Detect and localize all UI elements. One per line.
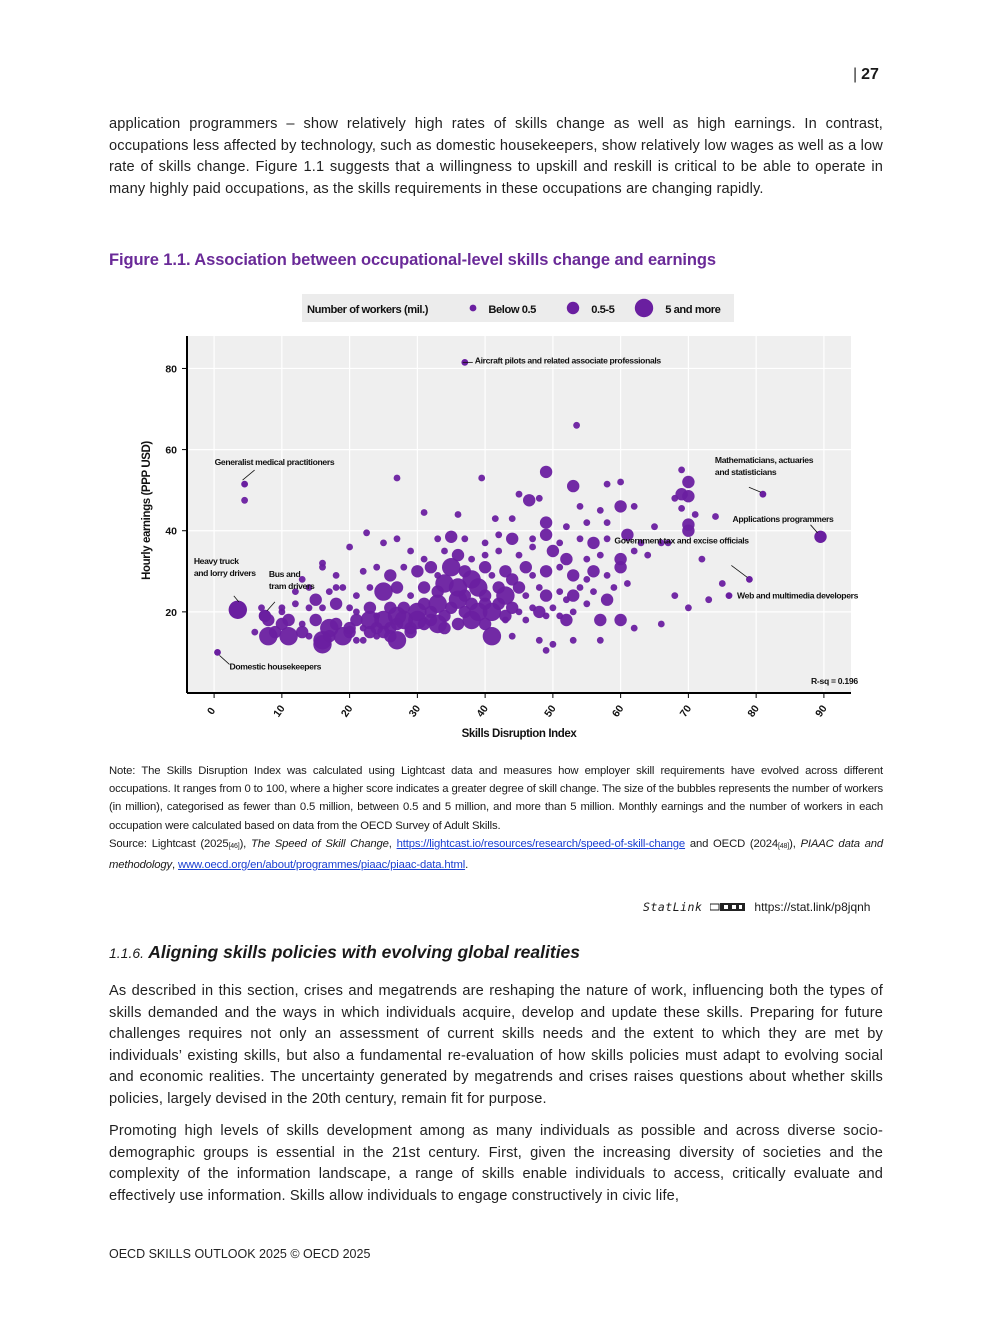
- data-point: [438, 622, 450, 634]
- data-point: [388, 631, 406, 649]
- data-point: [567, 480, 579, 492]
- data-point: [425, 561, 437, 573]
- legend-marker-large: [635, 299, 653, 317]
- data-point: [550, 641, 557, 648]
- point-label: Generalist medical practitioners: [214, 457, 335, 468]
- data-point: [540, 565, 552, 577]
- data-point: [560, 614, 572, 626]
- data-point: [682, 490, 694, 502]
- data-point: [651, 523, 658, 530]
- data-point: [391, 581, 403, 593]
- scatter-chart: [109, 288, 869, 748]
- data-point: [363, 529, 370, 536]
- statlink-logo: StatLink: [643, 900, 703, 914]
- x-tick-label: 10: [271, 703, 288, 720]
- data-point: [631, 625, 638, 632]
- data-point: [306, 633, 313, 640]
- data-point: [330, 598, 342, 610]
- x-tick-label: 20: [338, 703, 356, 720]
- x-tick-label: 70: [677, 703, 695, 720]
- data-point-labeled: [241, 481, 248, 488]
- data-point: [407, 548, 414, 555]
- data-point: [509, 633, 516, 640]
- source-title-1: The Speed of Skill Change: [250, 837, 389, 850]
- intro-paragraph: application programmers – show relatively high rates of skills change as well as high earnings. In contrast, occupations less affected by technology, such as domestic housekeepers, show relatively low wages as well as a low rate of skills change. Figure 1.1 suggests that a willingness to upskill and reskill is critical to be able to operate in many highly paid occupations, as the skills requirements in these occupations are changing rapidly.: [109, 116, 883, 197]
- data-point: [404, 626, 416, 638]
- data-point: [597, 637, 604, 644]
- data-point: [445, 531, 457, 543]
- x-axis-label: Skills Disruption Index: [461, 728, 577, 740]
- point-label: Domestic housekeepers: [229, 661, 322, 672]
- data-point: [577, 535, 584, 542]
- data-point: [601, 594, 613, 606]
- source-link-2[interactable]: www.oecd.org/en/about/programmes/piaac/piaac-data.html: [178, 859, 466, 872]
- data-point: [495, 548, 502, 555]
- data-point: [583, 576, 590, 583]
- data-point: [692, 511, 699, 518]
- data-point: [489, 572, 496, 579]
- point-label: Bus and tram drivers: [268, 568, 315, 591]
- data-point: [478, 475, 485, 482]
- data-point: [631, 503, 638, 510]
- data-point: [292, 600, 299, 607]
- source-mid-2: and OECD (2024: [689, 837, 779, 850]
- data-point: [421, 509, 428, 516]
- data-point: [513, 581, 525, 593]
- data-point: [251, 629, 258, 636]
- page-number: | 27: [853, 66, 879, 83]
- data-point: [658, 621, 665, 628]
- data-point: [614, 614, 626, 626]
- data-point: [614, 500, 626, 512]
- source-label: Source:: [109, 837, 147, 850]
- data-point: [523, 494, 535, 506]
- data-point: [540, 466, 552, 478]
- data-point: [604, 519, 611, 526]
- data-point: [483, 627, 501, 645]
- statlink-mark-icon: [710, 902, 746, 912]
- data-point: [343, 626, 355, 638]
- data-point: [587, 537, 599, 549]
- data-point: [536, 495, 543, 502]
- data-point: [536, 584, 543, 591]
- data-point: [373, 564, 380, 571]
- data-point: [353, 637, 360, 644]
- data-point: [560, 553, 572, 565]
- data-point: [360, 637, 367, 644]
- data-point: [570, 637, 577, 644]
- y-tick-label: 80: [165, 363, 177, 376]
- section-heading: [109, 942, 580, 963]
- point-label: Government tax and excise officials: [614, 535, 749, 546]
- statlink-url[interactable]: https://stat.link/p8jqnh: [754, 900, 871, 914]
- data-point: [583, 519, 590, 526]
- data-point: [434, 535, 441, 542]
- data-point: [502, 617, 509, 624]
- data-point: [421, 556, 428, 563]
- point-label: Aircraft pilots and related associate professionals: [474, 355, 661, 366]
- data-point: [339, 584, 346, 591]
- data-point: [452, 618, 464, 630]
- data-point: [614, 561, 626, 573]
- note-label: Note:: [109, 765, 136, 777]
- legend-marker-medium: [567, 302, 579, 314]
- data-point: [529, 544, 536, 551]
- data-point: [353, 592, 360, 599]
- source-pre: Lightcast (2025: [151, 837, 229, 850]
- chart-legend: [302, 294, 734, 322]
- legend-marker-small: [470, 305, 477, 312]
- y-axis-label: Hourly earnings (PPP USD): [141, 441, 153, 580]
- data-point: [604, 481, 611, 488]
- data-point: [644, 552, 651, 559]
- point-label: Heavy truck and lorry drivers: [193, 555, 256, 578]
- data-point: [333, 584, 340, 591]
- y-tick-label: 20: [165, 606, 177, 619]
- data-point: [493, 598, 505, 610]
- data-point: [597, 552, 604, 559]
- data-point: [583, 600, 590, 607]
- data-point: [617, 479, 624, 486]
- x-tick-label: 30: [406, 703, 424, 720]
- data-point-labeled: [814, 531, 826, 543]
- note-text: The Skills Disruption Index was calculated using Lightcast data and measures how employer skill requirements have evolved across different occupations. It ranges from 0 to 100, where a higher score indicates a greater degree of skill change. The size of the bubbles represents the number of workers (in million), categorised as fewer than 0.5 million, between 0.5 and 5 million, and more than 5 million. Monthly earnings and the number of workers in each occupation were calculated based on data from the OECD Survey of Adult Skills.: [109, 765, 883, 832]
- data-point: [394, 535, 401, 542]
- data-point: [550, 604, 557, 611]
- data-point: [536, 637, 543, 644]
- data-point: [567, 569, 579, 581]
- data-point: [577, 584, 584, 591]
- data-point: [495, 531, 502, 538]
- data-point: [540, 589, 552, 601]
- data-point: [705, 596, 712, 603]
- data-point: [482, 552, 489, 559]
- data-point: [678, 505, 685, 512]
- data-point: [407, 592, 414, 599]
- y-tick-label: 60: [165, 444, 177, 457]
- data-point: [719, 580, 726, 587]
- data-point: [479, 561, 491, 573]
- point-label: Applications programmers: [732, 513, 834, 524]
- data-point: [682, 518, 694, 530]
- data-point: [482, 540, 489, 547]
- data-point: [461, 535, 468, 542]
- data-point: [282, 614, 294, 626]
- source-link-1[interactable]: https://lightcast.io/resources/research/speed-of-skill-change: [396, 837, 686, 850]
- data-point: [384, 569, 396, 581]
- r-squared-label: R-sq = 0.196: [811, 676, 858, 686]
- data-point: [529, 535, 536, 542]
- data-point: [442, 558, 460, 576]
- data-point: [319, 560, 326, 567]
- data-point: [306, 604, 313, 611]
- legend-title: Number of workers (mil.): [307, 304, 428, 316]
- data-point: [380, 540, 387, 547]
- page-footer: OECD SKILLS OUTLOOK 2025 © OECD 2025: [109, 1247, 371, 1261]
- data-point: [543, 647, 550, 654]
- data-point: [313, 635, 331, 653]
- data-point: [411, 565, 423, 577]
- data-point: [492, 515, 499, 522]
- section-title: Aligning skills policies with evolving global realities: [148, 942, 581, 962]
- data-point: [509, 515, 516, 522]
- data-point: [374, 582, 392, 600]
- data-point: [682, 476, 694, 488]
- x-tick-label: 90: [813, 703, 830, 720]
- data-point: [279, 609, 286, 616]
- data-point: [543, 613, 550, 620]
- data-point: [522, 592, 529, 599]
- data-point: [319, 604, 326, 611]
- data-point: [563, 596, 570, 603]
- data-point: [604, 572, 611, 579]
- data-point: [570, 609, 577, 616]
- data-point: [587, 565, 599, 577]
- figure-note: Note: The Skills Disruption Index was calculated using Lightcast data and measures how employer skill requirements have evolved across different occupations. It ranges from 0 to 100, where a higher score indicates a greater degree of skill change. The size of the bubbles represents the number of workers (in million), categorised as fewer than 0.5 million, between 0.5 and 5 million, and more than 5 million. Monthly earnings and the number of workers in each occupation were calculated based on data from the OECD Survey of Adult Skills. Source: Lightcast $(2025_{[46]})$, The Speed of Skill Change, https://lightcast.io/resources/research/speed-of-skill-change and OECD $(2024_{[48]})$, PIAAC data and methodology, www.oecd.org/en/about/programmes/piaac/piaac-data.html.: [109, 765, 884, 872]
- statlink: [643, 900, 870, 914]
- data-point: [624, 580, 631, 587]
- data-point: [367, 584, 374, 591]
- data-point: [604, 535, 611, 542]
- data-point: [712, 513, 719, 520]
- source-ref-2: [48]: [778, 842, 790, 850]
- section-paragraph-2: Promoting high levels of skills development among as many individuals as possible and across diverse socio-demographic groups is essential in the 21st century. First, given the increasing diversity of societies and the complexity of the information landscape, a range of skills enable individuals to access, critically evaluate and effectively use information. Skills allow individuals to engage constructively in civic life,: [109, 1123, 883, 1204]
- data-point: [333, 572, 340, 579]
- data-point: [590, 588, 597, 595]
- data-point: [522, 617, 529, 624]
- data-point: [671, 592, 678, 599]
- data-point: [594, 614, 606, 626]
- data-point: [678, 467, 685, 474]
- point-label: Web and multimedia developers: [737, 590, 859, 601]
- data-point: [279, 627, 297, 645]
- data-point: [685, 604, 692, 611]
- data-point: [455, 511, 462, 518]
- data-point: [556, 588, 563, 595]
- source-mid-3: ),: [789, 837, 796, 850]
- y-tick-label: 40: [165, 525, 177, 538]
- legend-label: Below 0.5: [488, 304, 536, 316]
- data-point: [520, 561, 532, 573]
- data-point-labeled: [214, 649, 221, 656]
- source-ref-1: [46]: [228, 842, 240, 850]
- data-point: [441, 548, 448, 555]
- data-point: [547, 545, 559, 557]
- data-point: [326, 588, 333, 595]
- data-point: [462, 611, 480, 629]
- data-point: [516, 609, 523, 616]
- source-end: .: [465, 859, 469, 872]
- x-tick-label: 50: [542, 703, 559, 720]
- data-point: [506, 533, 518, 545]
- x-tick-label: 60: [609, 703, 627, 720]
- data-point: [529, 572, 536, 579]
- data-point: [346, 604, 353, 611]
- data-point: [394, 475, 401, 482]
- x-tick-label: 0: [205, 705, 219, 718]
- figure-title: Figure 1.1. Association between occupational-level skills change and earnings: [109, 251, 716, 269]
- data-point: [597, 507, 604, 514]
- data-point: [310, 594, 322, 606]
- source-mid-1: ),: [239, 837, 247, 850]
- data-point: [540, 529, 552, 541]
- data-point: [631, 548, 638, 555]
- data-point-labeled: [726, 592, 733, 599]
- data-point: [516, 491, 523, 498]
- data-point: [556, 564, 563, 571]
- data-point: [360, 568, 367, 575]
- legend-label: 5 and more: [665, 304, 721, 316]
- data-point: [241, 497, 248, 504]
- data-point: [563, 523, 570, 530]
- data-point: [577, 503, 584, 510]
- data-point: [400, 564, 407, 571]
- data-point: [611, 584, 618, 591]
- data-point: [516, 552, 523, 559]
- x-tick-label: 40: [474, 703, 491, 720]
- data-point-labeled: [229, 601, 247, 619]
- data-point: [310, 614, 322, 626]
- data-point: [556, 540, 563, 547]
- data-point-labeled: [259, 610, 271, 622]
- section-number: 1.1.6.: [109, 945, 145, 961]
- data-point: [468, 556, 475, 563]
- legend-label: 0.5-5: [591, 304, 615, 316]
- data-point: [346, 544, 353, 551]
- data-point: [573, 422, 580, 429]
- data-point: [540, 516, 552, 528]
- data-point: [418, 581, 430, 593]
- section-paragraph-1: As described in this section, crises and megatrends are reshaping the nature of work, influencing both the types of skills demanded and the ways in which individuals acquire, develop and update these skills. Preparing for future challenges requires not only an assessment of current skills needs and the extent to which they are met by individuals’ existing skills, but also a fundamental re-evaluation of how skills policies must adapt to evolving social and economic realities. The uncertainty generated by megatrends and crises raises questions about whether skills policies, largely devised in the 20th century, remain fit for purpose.: [109, 983, 883, 1107]
- data-point: [583, 556, 590, 563]
- point-label: Mathematicians, actuaries and statisticians: [714, 455, 814, 478]
- source-title-2: PIAAC data and methodology: [109, 837, 884, 872]
- x-tick-label: 80: [745, 703, 762, 720]
- data-point: [699, 556, 706, 563]
